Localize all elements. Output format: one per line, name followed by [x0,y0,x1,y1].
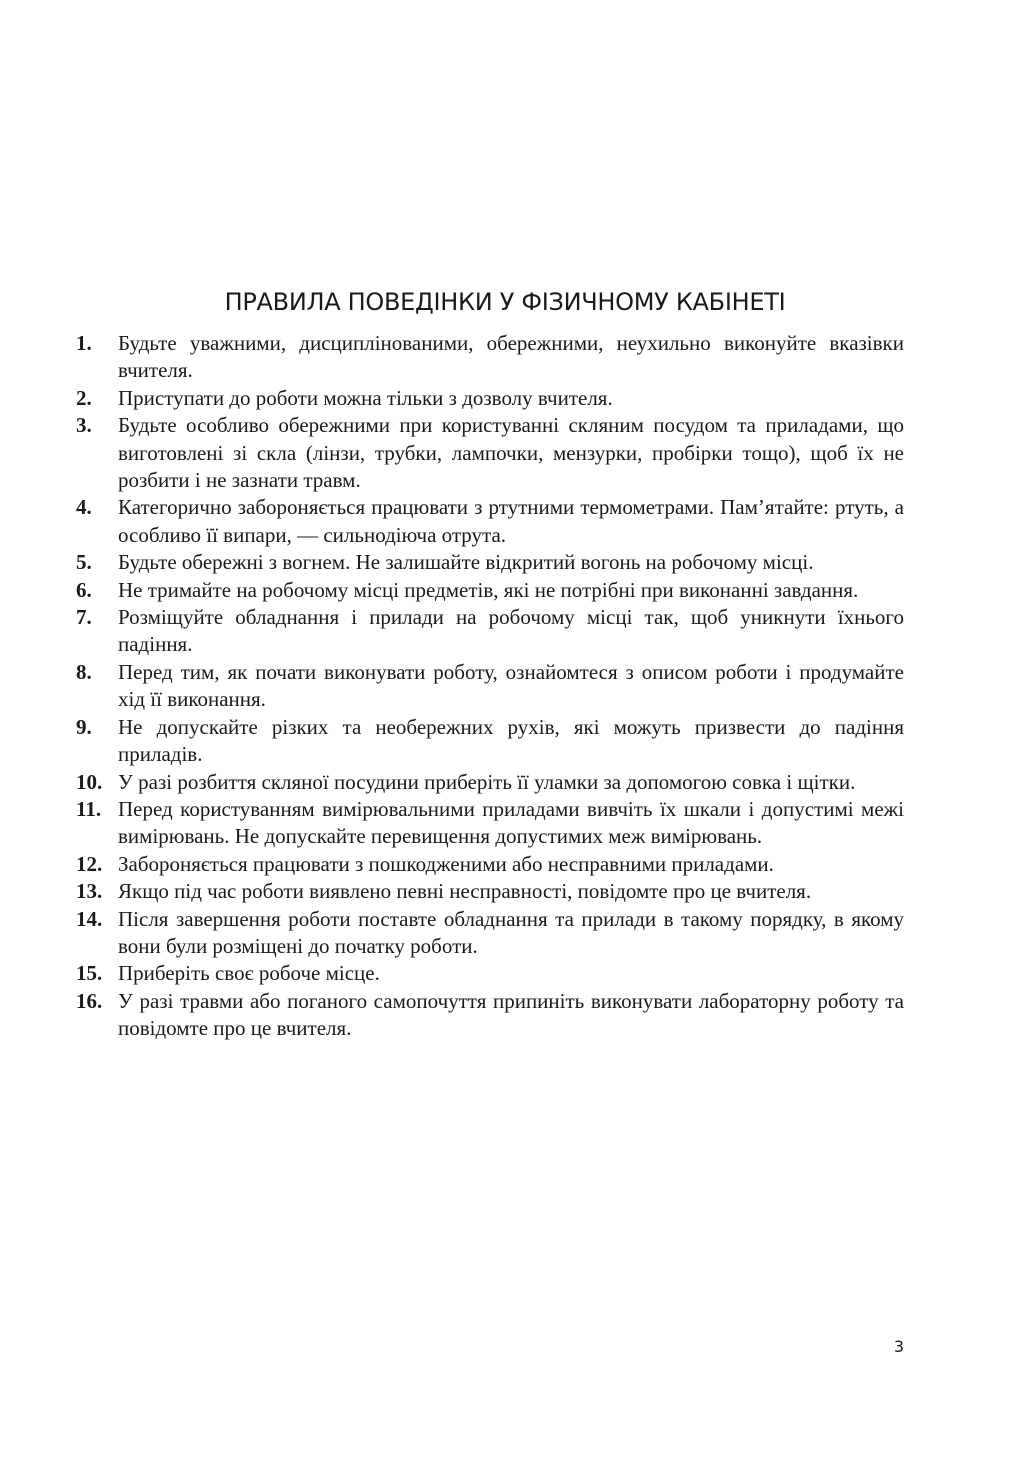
rule-text: Приступати до роботи можна тільки з дозволу вчителя. [118,385,613,410]
rule-number: 16. [76,988,103,1013]
rule-item [76,549,904,576]
rule-item [76,494,904,549]
rule-number: 3. [76,413,92,438]
rule-number: 12. [76,851,103,876]
rule-item [76,851,904,878]
rule-text: Не тримайте на робочому місці предметів, які не потрібні при виконанні завдання. [118,577,859,602]
rule-text: Приберіть своє робоче місце. [118,961,380,986]
rule-item [76,330,904,385]
rule-number: 11. [76,796,102,821]
rule-number: 2. [76,385,92,410]
rule-item [76,577,904,604]
rule-number: 15. [76,961,103,986]
rule-number: 10. [76,769,103,794]
rule-item [76,988,904,1043]
rule-text: Категорично забороняється працювати з ртутними термометрами. Пам’ятайте: ртуть, а особливо її випари, — сильнодіюча отрута. [118,495,904,547]
rule-item [76,878,904,905]
rule-item [76,385,904,412]
rule-text: Розміщуйте обладнання і прилади на робочому місці так, щоб уникнути їхнього падіння. [118,605,904,657]
rule-number: 6. [76,577,92,602]
rule-text: Перед користуванням вимірювальними приладами вивчіть їх шкали і допустимі межі вимірювань. Не допускайте перевищення допустимих меж вимірювань. [118,796,904,849]
rule-number: 13. [76,879,103,904]
rule-number: 5. [76,550,92,575]
rule-text: У разі розбиття скляної посудини приберіть її уламки за допомогою совка і щітки. [118,769,856,794]
rule-item [76,604,904,659]
rule-number: 8. [76,659,92,684]
rule-item [76,796,904,851]
rule-item [76,769,904,796]
rule-number: 14. [76,906,103,931]
rule-number: 1. [76,331,92,355]
rule-text: Після завершення роботи поставте обладнання та прилади в такому порядку, в якому вони були розміщені до початку роботи. [118,906,904,958]
rule-text: Будьте обережні з вогнем. Не залишайте відкритий вогонь на робочому місці. [118,550,814,575]
rule-number: 7. [76,605,92,630]
rule-text: Будьте уважними, дисциплінованими, обережними, неухильно виконуйте вказівки вчителя. [118,331,904,383]
rule-item [76,960,904,987]
rule-text: Перед тим, як почати виконувати роботу, ознайомтеся з описом роботи і продумайте хід її виконання. [118,659,904,712]
rule-text: Будьте особливо обережними при користуванні скляним посудом та приладами, що виготовлені зі скла (лінзи, трубки, лампочки, мензурки, пробірки тощо), щоб їх не розбити і не зазнати травм. [118,413,904,493]
rule-item [76,906,904,961]
rules-list [76,330,904,1043]
rule-item [76,412,904,494]
rule-text: Якщо під час роботи виявлено певні несправності, повідомте про це вчителя. [118,879,812,904]
rule-item [76,714,904,769]
rule-text: Забороняється працювати з пошкодженими або несправними приладами. [118,851,774,876]
page-number: 3 [893,1337,904,1356]
rule-text: У разі травми або поганого самопочуття припиніть виконувати лабораторну роботу та повідомте про це вчителя. [118,988,904,1041]
rule-number: 9. [76,714,92,739]
rule-item [76,659,904,714]
rule-text: Не допускайте різких та необережних рухів, які можуть призвести до падіння приладів. [118,714,904,767]
page-title: ПРАВИЛА ПОВЕДІНКИ У ФІЗИЧНОМУ КАБІНЕТІ [224,288,786,316]
rule-number: 4. [76,495,92,520]
